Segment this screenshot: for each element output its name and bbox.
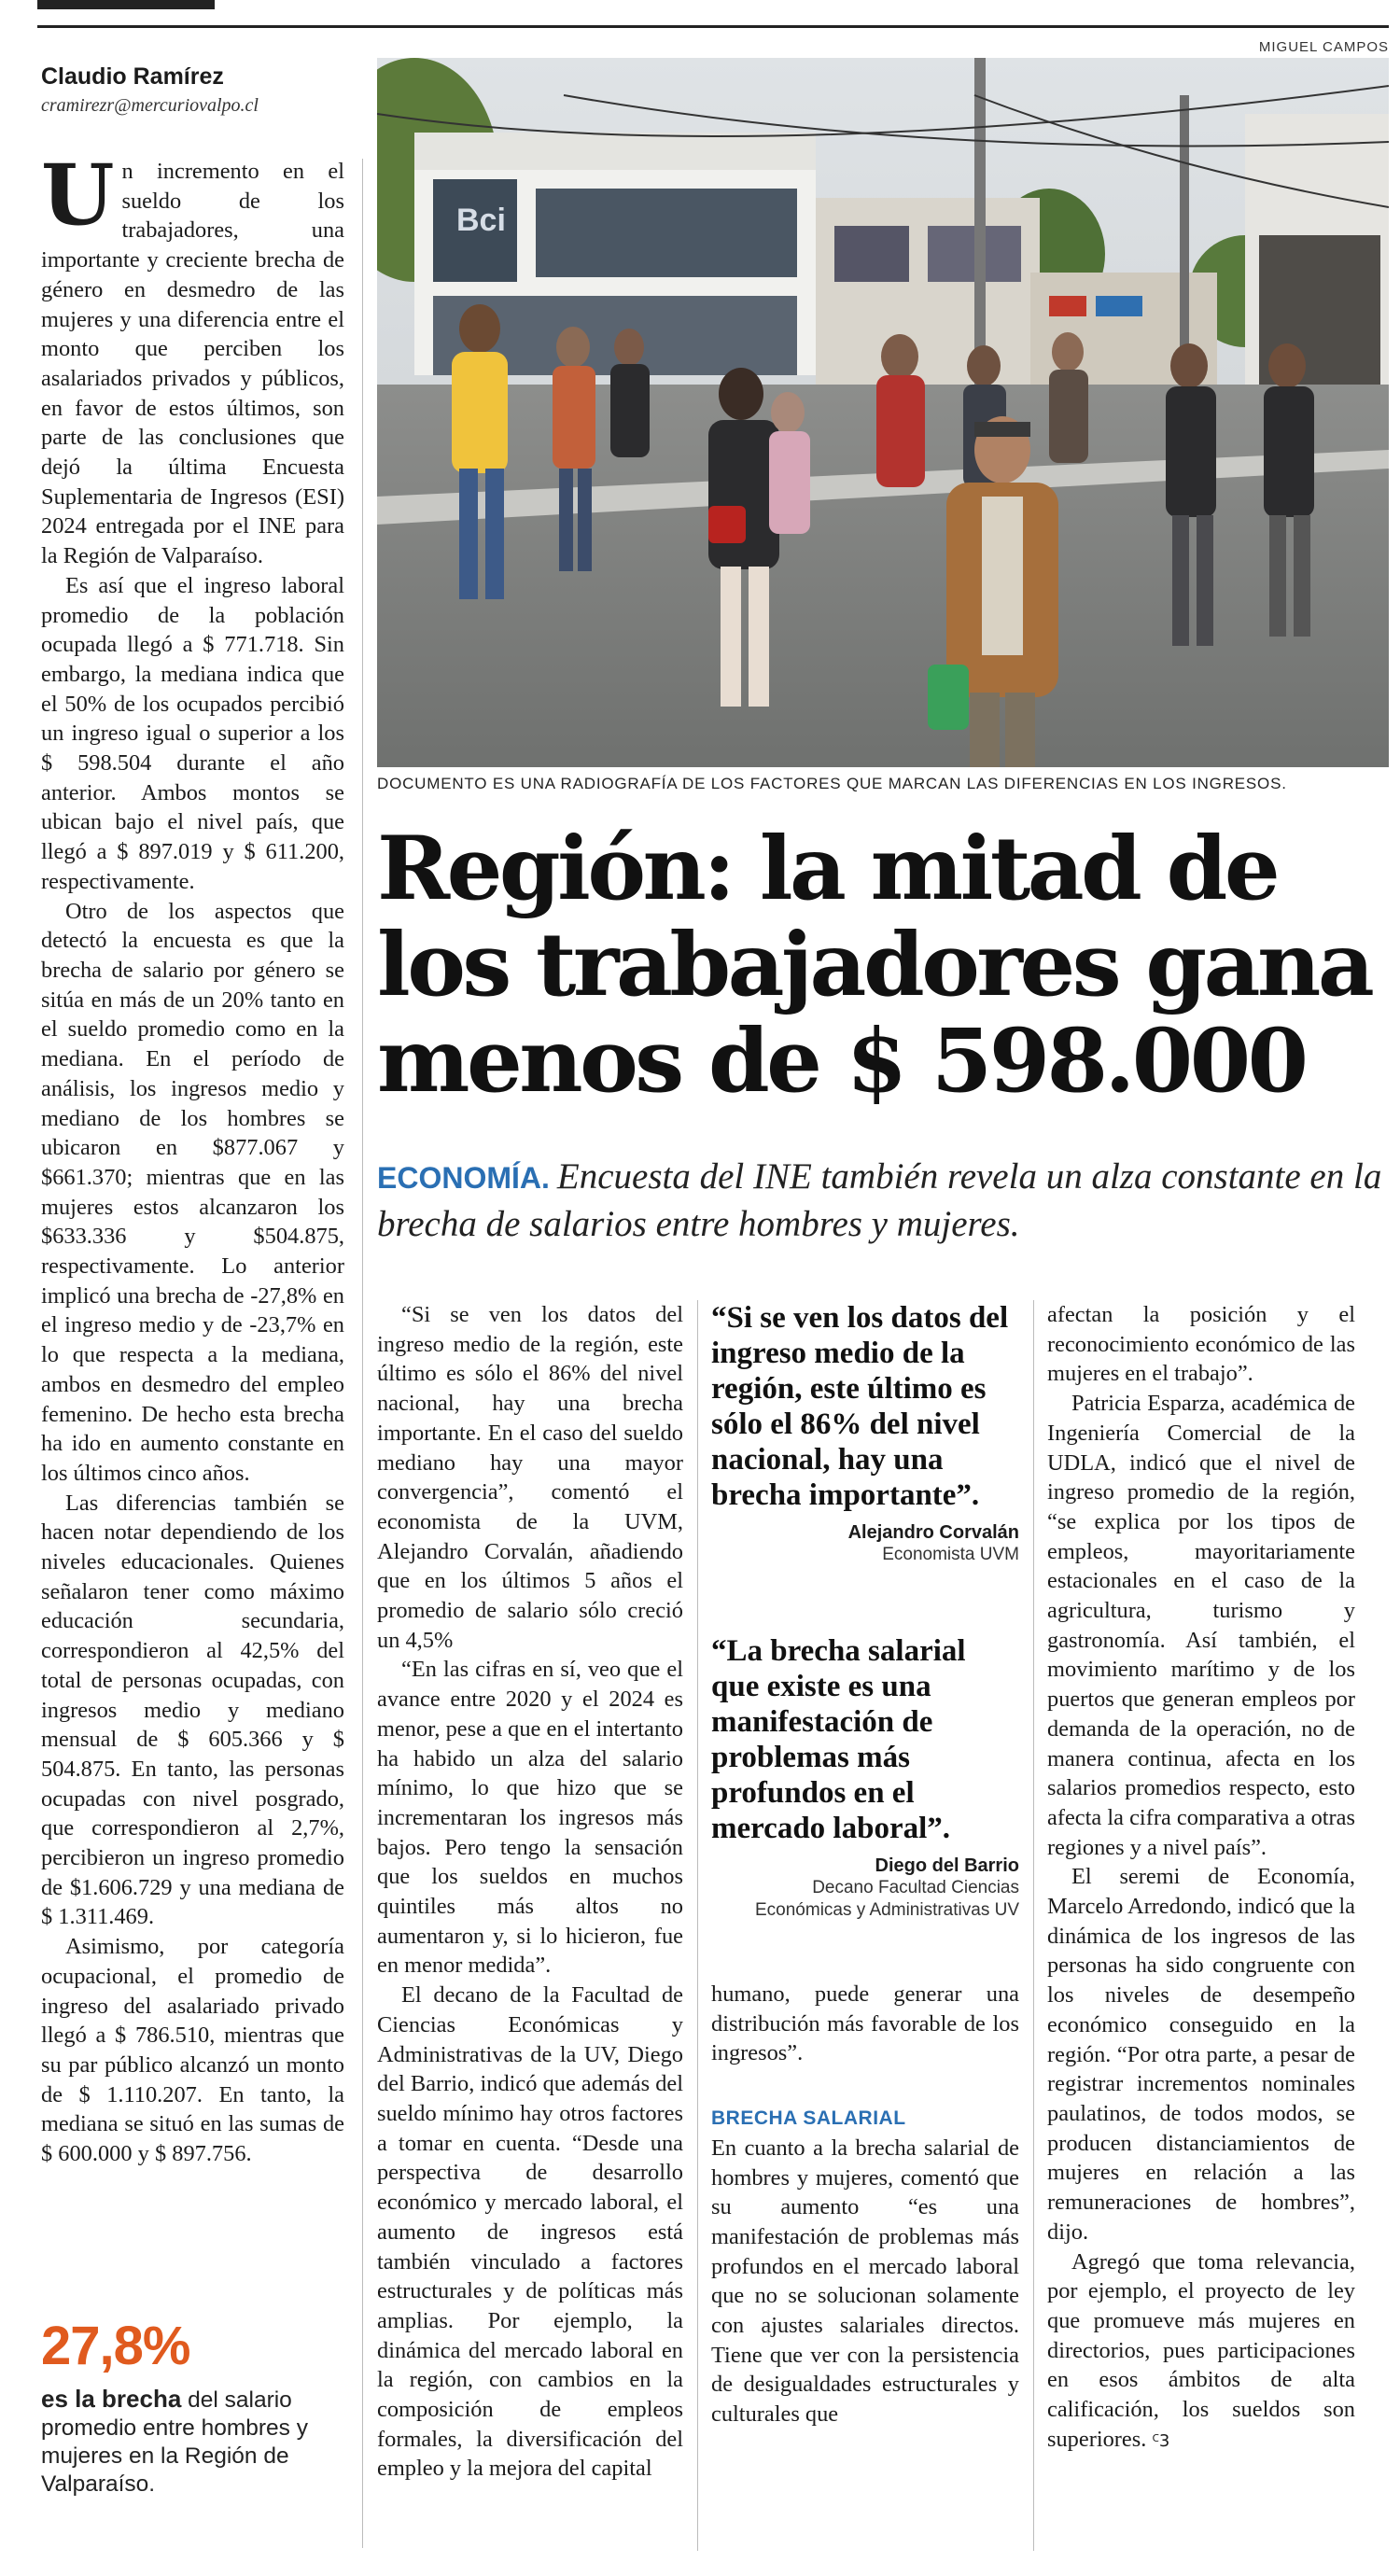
article-column-2 [377,1300,683,2484]
quote-author-role: Economista UVM [882,1545,1019,1564]
quote-author: Diego del Barrio [875,1855,1019,1876]
paragraph: “En las cifras en sí, veo que el avance entre 2020 y el 2024 es menor, pese a que en el intertanto ha habido un alza del salario mínimo, lo que hizo que se incrementaran los ingresos más bajos. Pero tengo la sensación que los sueldos en muchos quintiles más altos no aumentaron y, si lo hicieron, fue en menor medida”. [377,1657,683,1979]
section-tag[interactable]: ECONOMÍA. [377,1161,550,1195]
headline [377,818,1394,1113]
article-column-4 [1047,1300,1355,2456]
paragraph: “Si se ven los datos del ingreso medio de la región, este último es sólo el 86% del nivel nacional, hay una brecha importante. En el caso del sueldo mediano hay una mayor convergencia”, comentó el economista de la UVM, Alejandro Corvalán, añadiendo que en los últimos 5 años el promedio de salario sólo creció un 4,5% [377,1302,683,1653]
stat-description [41,2385,349,2499]
paragraph: Patricia Esparza, académica de Ingeniería Comercial de la UDLA, indicó que el nivel de ingreso promedio de la región, “se explica por los tipos de empleos, mayoritariamente estacionales en el caso de la agricultura, turismo y gastronomía. Así también, el movimiento marítimo y de los puertos que generan empleos por demanda de la operación, no de manera continua, afecta en los salarios promedios respecto, esto afecta la cifra comparativa a otras regiones y a nivel país”. [1047,1391,1355,1860]
photo-credit: MIGUEL CAMPOS [1258,39,1389,55]
paragraph: Las diferencias también se hacen notar dependiendo de los niveles educacionales. Quienes señalaron tener como máximo educación secundaria, correspondieron al 42,5% del total de personas ocupadas, con ingresos medio y mediano mensual de $ 605.366 y $ 504.875. En tanto, las personas ocupadas con nivel posgrado, que correspondieron al 2,7%, percibieron un ingreso promedio de $1.606.729 y una mediana de $ 1.311.469. [41,1490,344,1930]
drop-cap: U [41,146,115,245]
headline-line-1: Región: la mitad de [377,818,1278,920]
paragraph: En cuanto a la brecha salarial de hombres y mujeres, comentó que su aumento “es una manifestación de problemas más profundos en el mercado laboral que no se solucionan solamente con ajustes salariales directos. Tiene que ver con la persistencia de desigualdades estructurales y culturales que [711,2135,1019,2428]
masthead-bar [37,0,215,9]
paragraph: afectan la posición y el reconocimiento económico de las mujeres en el trabajo”. [1047,1302,1355,1387]
pull-quote-2: “La brecha salarial que existe es una manifestación de problemas más profundos en el mercado laboral”. [711,1634,966,1845]
column-divider [697,1300,698,2551]
pull-quote-1: “Si se ven los datos del ingreso medio de la región, este último es sólo el 86% del nivel nacional, hay una brecha importante”. [711,1301,1009,1512]
end-mark-icon: ꟲ3 [1152,2430,1170,2451]
article-column-3 [711,1300,1019,2429]
column-divider [1033,1300,1034,2551]
paragraph: humano, puede generar una distribución más favorable de los ingresos”. [711,1981,1019,2066]
top-rule [37,25,1389,28]
stat-number: 27,8% [41,2316,190,2376]
street-scene-illustration [377,58,1389,767]
quote-author-role: Decano Facultad Ciencias Económicas y Administrativas UV [755,1878,1019,1920]
headline-line-2: los trabajadores gana [377,914,1372,1016]
lead-paragraph [41,146,344,571]
bank-sign: Bci [456,203,506,238]
column-3-body [711,1980,1019,2429]
paragraph: Es así que el ingreso laboral promedio de la población ocupada llegó a $ 771.718. Sin embargo, la mediana indica que el 50% de los ocupados percibió un ingreso igual o superior a los $ 598.504 durante el año anterior. Ambos montos se ubican bajo el nivel país, que llegó a $ 897.019 y $ 611.200, respectivamente. [41,572,344,894]
paragraph: Otro de los aspectos que detectó la encuesta es que la brecha de salario por género se sitúa en más de un 20% tanto en el sueldo promedio como en la mediana. En el período de análisis, los ingresos medio y mediano de los hombres se ubicaron en $877.067 y $661.370; mientras que en las mujeres estos alcanzaron los $633.336 y $504.875, respectivamente. Lo anterior implicó una brecha de -27,8% en el ingreso medio y de -23,7% en lo que respecta a la mediana, ambos en desmedro del empleo femenino. De hecho esta brecha ha ido en aumento constante en los últimos cinco años. [41,898,344,1486]
paragraph-text: Agregó que toma relevancia, por ejemplo, el proyecto de ley que promueve más mujeres en directorios, pues participaciones en esos ámbitos de alta calificación, los sueldos son superiores. [1047,2248,1355,2452]
paragraph [1047,2247,1355,2457]
news-photo[interactable] [377,58,1389,767]
stat-text: del salario promedio entre hombres y mujeres en la Región de Valparaíso. [41,2387,308,2497]
quote-author: Alejandro Corvalán [847,1522,1019,1543]
deck-text: Encuesta del INE también revela un alza constante en la brecha de salarios entre hombres y mujeres. [377,1156,1382,1244]
author-name: Claudio Ramírez [41,63,224,90]
author-email[interactable]: cramirezr@mercuriovalpo.cl [41,95,259,116]
paragraph-text: n incremento en el sueldo de los trabajadores, una importante y creciente brecha de género en desmedro de las mujeres y una diferencia entre el monto que perciben los asalariados privados y públicos, en favor de estos últimos, son parte de las conclusiones que dejó la última Encuesta Suplementaria de Ingresos (ESI) 2024 entregada por el INE para la Región de Valparaíso. [41,159,344,569]
column-divider [362,159,363,2548]
stat-label: es la brecha [41,2385,182,2413]
paragraph: El decano de la Facultad de Ciencias Económicas y Administrativas de la UV, Diego del Barrio, indicó que además del sueldo mínimo hay otros factores a tomar en cuenta. “Desde una perspectiva de desarrollo económico y mercado laboral, el aumento de ingresos está también vinculado a factores estructurales y de políticas más amplias. Por ejemplo, la dinámica del mercado laboral en la región, con cambios en la composición de empleos formales, la diversificación del empleo y la mejora del capital [377,1982,683,2482]
deck [377,1154,1394,1248]
article-column-1 [41,146,344,2169]
headline-line-3: menos de $ 598.000 [377,1010,1306,1113]
photo-caption: DOCUMENTO ES UNA RADIOGRAFÍA DE LOS FACTORES QUE MARCAN LAS DIFERENCIAS EN LOS INGRESOS. [377,775,1287,792]
section-subhead: BRECHA SALARIAL [711,2107,906,2130]
paragraph: El seremi de Economía, Marcelo Arredondo, indicó que la dinámica de los ingresos de las personas ha sido congruente con los niveles de desempeño económico conseguido en la región. “Por otra parte, a pesar de registrar incrementos nominales paulatinos, de todos modos, se producen distanciamientos de mujeres en relación a las remuneraciones de hombres”, dijo. [1047,1864,1355,2245]
paragraph: Asimismo, por categoría ocupacional, el promedio de ingreso del asalariado privado llegó a $ 786.510, mientras que su par público alcanzó un monto de $ 1.110.207. En tanto, la mediana se situó en las sumas de $ 600.000 y $ 897.756. [41,1934,344,2167]
